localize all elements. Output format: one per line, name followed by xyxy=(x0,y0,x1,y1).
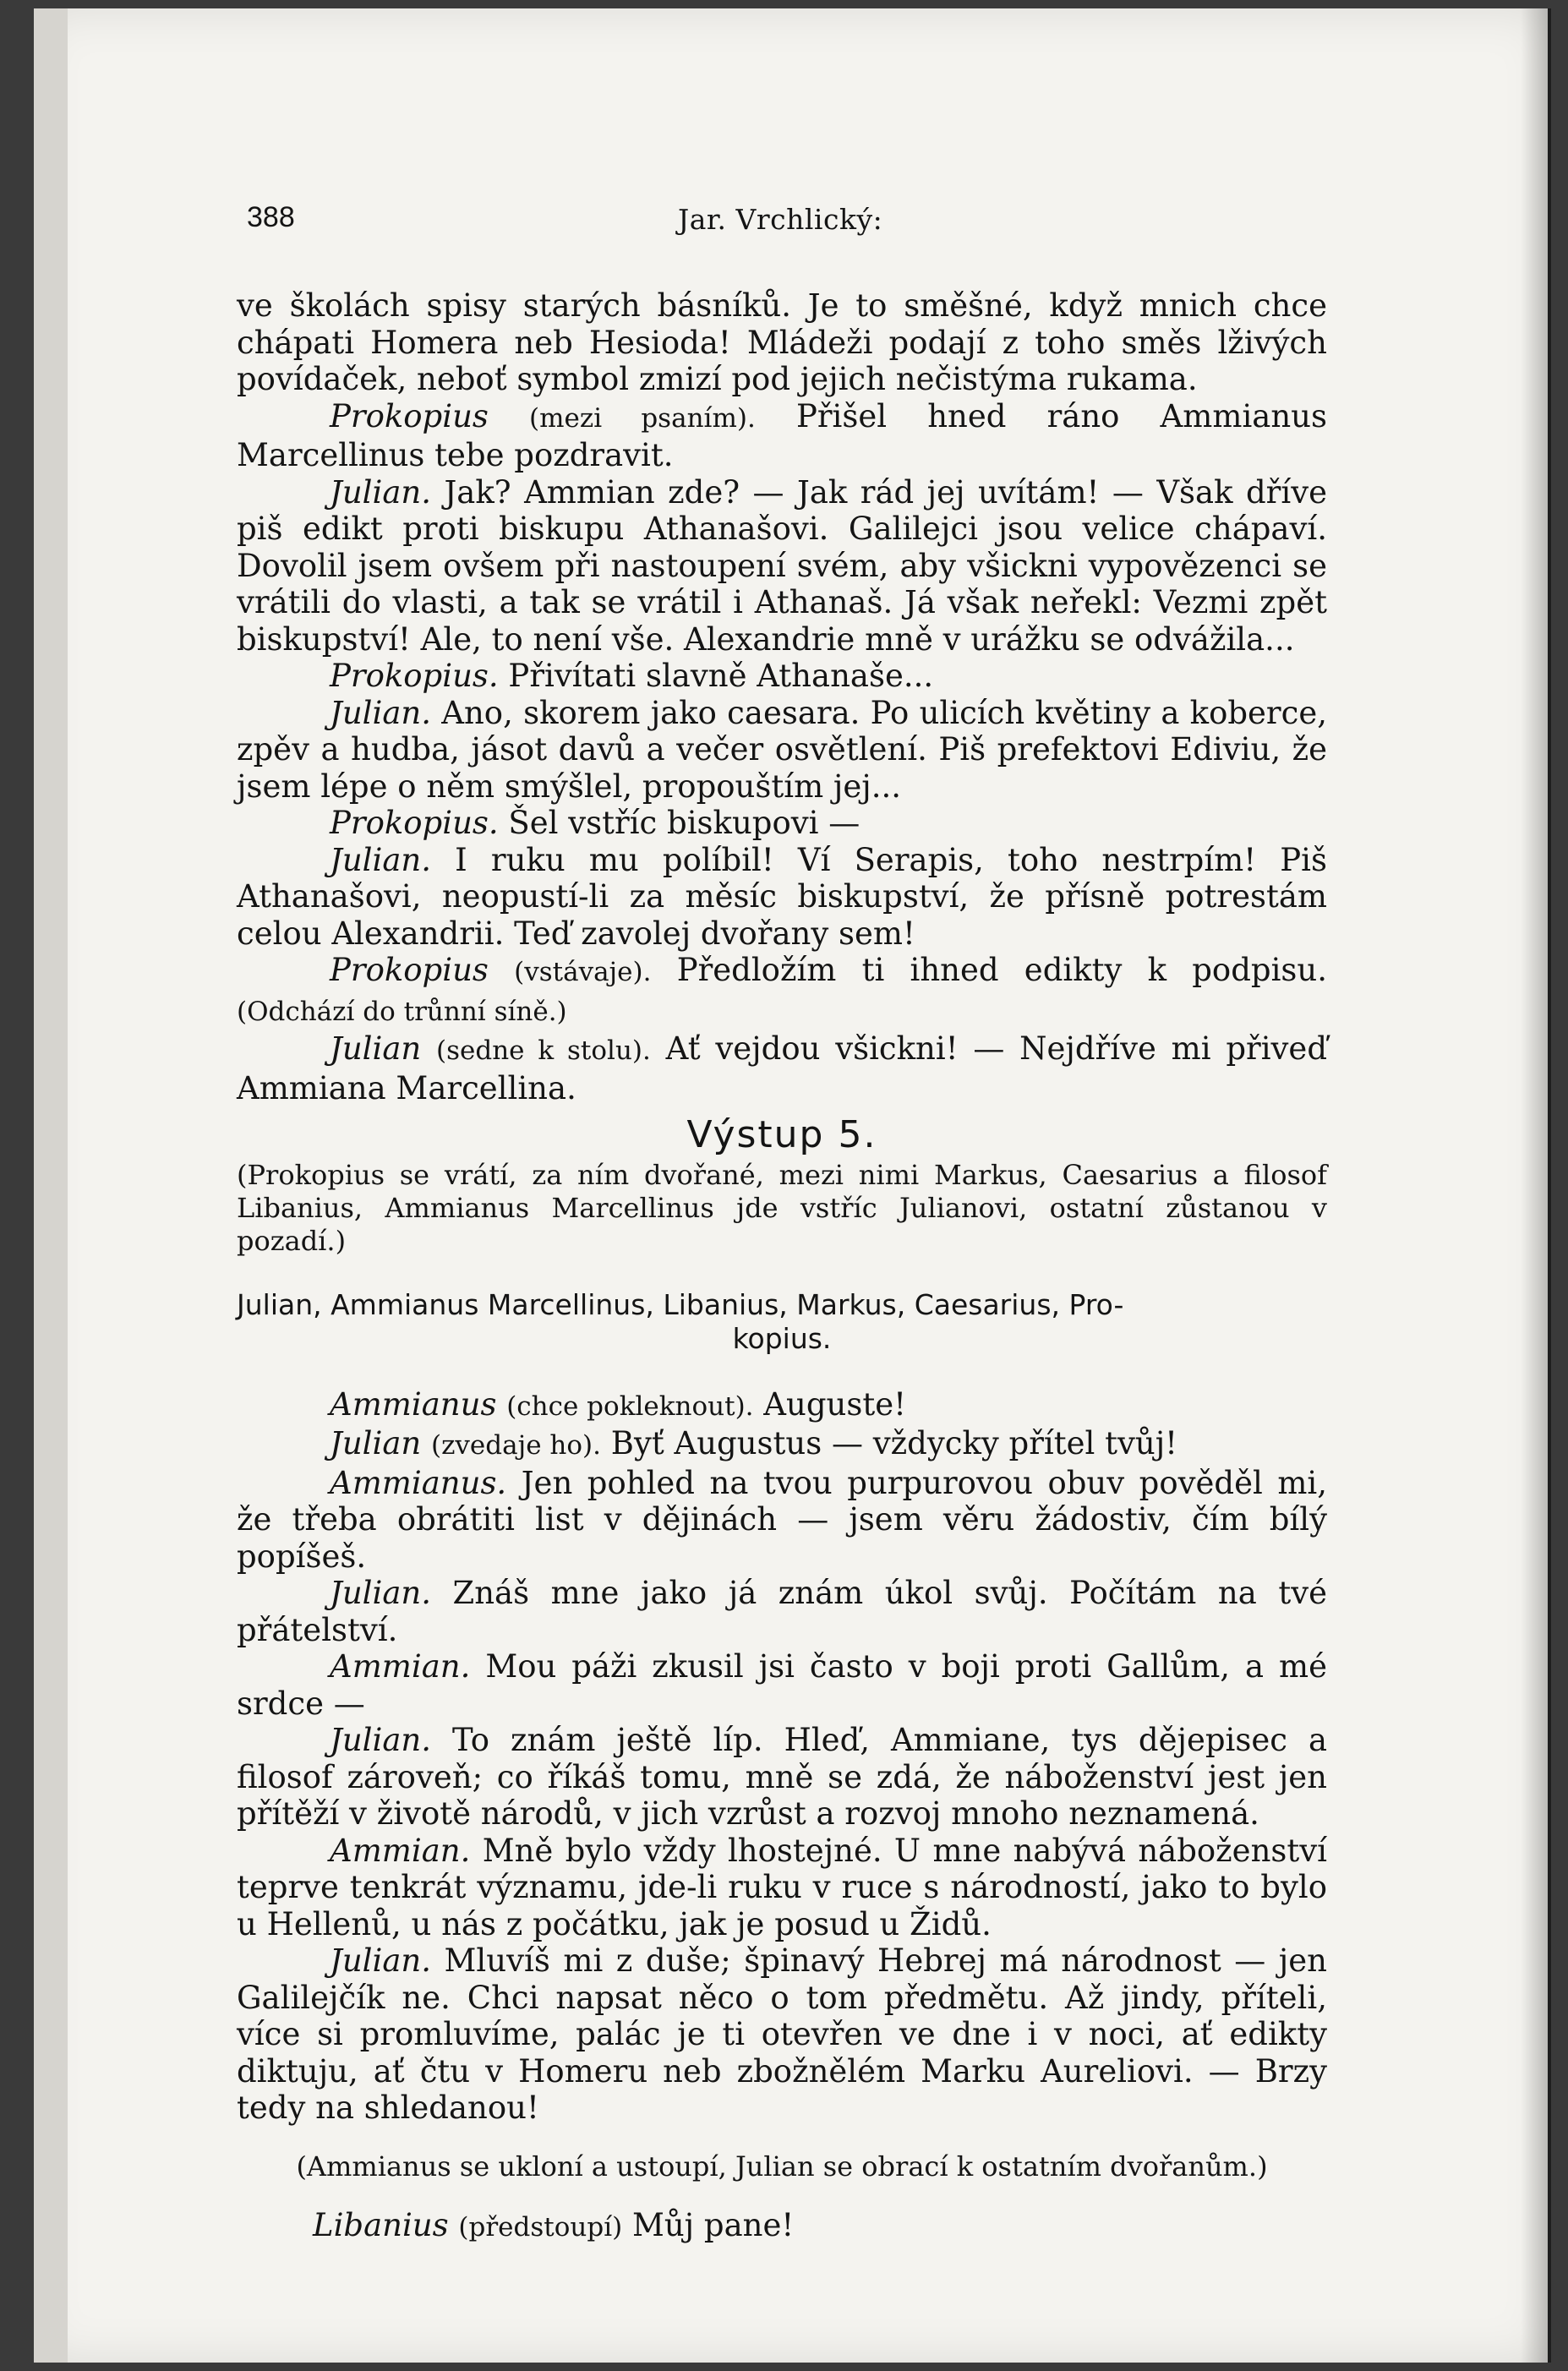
speaker-name: Libanius xyxy=(313,2207,449,2243)
dialogue-line xyxy=(237,398,1327,474)
speaker-name: Prokopius. xyxy=(330,805,499,841)
speaker-name: Julian. xyxy=(330,694,431,731)
speaker-name: Prokopius xyxy=(330,397,489,434)
dialogue-line xyxy=(237,2207,1327,2247)
speaker-name: Ammianus. xyxy=(330,1464,507,1501)
dialogue-text: Mou páži zkusil jsi často v boji proti Gallům, a mé srdce — xyxy=(237,1648,1327,1722)
dialogue-line xyxy=(237,695,1327,806)
speaker-name: Julian xyxy=(330,1425,422,1461)
dialogue-line xyxy=(237,1030,1327,1106)
stage-direction: (předstoupí) xyxy=(458,2212,623,2243)
cast-list-end: kopius. xyxy=(732,1321,832,1355)
dialogue-line xyxy=(237,1722,1327,1833)
dialogue-text: Můj pane! xyxy=(631,2207,795,2243)
dialogue-line xyxy=(237,1465,1327,1576)
page-edge-line xyxy=(1548,8,1551,2363)
scene-heading: Výstup 5. xyxy=(686,1113,877,1156)
cast-list xyxy=(237,1288,1327,1356)
dialogue-line xyxy=(237,658,1327,695)
running-head: Jar. Vrchlický: xyxy=(678,203,883,236)
dialogue-text: Přivítati slavně Athanaše... xyxy=(508,658,934,694)
stage-direction: (vstávaje). xyxy=(514,957,652,987)
dialogue-text: Jak? Ammian zde? — Jak rád jej uvítám! — Však dříve piš edikt proti biskupu Athanašovi. Galilejci jsou velice chápaví. Dovolil jsem ovšem při nastoupení svém, aby všickni vypovězenci se vrátili do vlasti, a tak se vrátil i Athanaš. Já však neřekl: Vezmi zpět biskupství! Ale, to není vše. Alexandrie mně v urážku se odvážila... xyxy=(237,473,1327,658)
dialogue-line xyxy=(237,1425,1327,1465)
dialogue-text: Šel vstříc biskupovi — xyxy=(508,805,860,841)
dialogue-text: Auguste! xyxy=(763,1385,906,1423)
speaker-name: Prokopius xyxy=(330,952,489,988)
scene-direction: (Prokopius se vrátí, za ním dvořané, mezi nimi Markus, Caesarius a filosof Libanius, Ammianus Marcellinus jde vstříc Julianovi, ostatní zůstanou v pozadí.) xyxy=(237,1158,1327,1257)
speaker-name: Julian. xyxy=(330,1575,431,1611)
stage-direction: (chce pokleknout). xyxy=(506,1390,754,1422)
speaker-name: Julian. xyxy=(330,841,431,878)
dialogue-line xyxy=(237,474,1327,658)
dialogue-text: I ruku mu políbil! Ví Serapis, toho nestrpím! Piš Athanašovi, neopustí-li za měsíc biskupství, že přísně potrestám celou Alexandrii. Teď zavolej dvořany sem! xyxy=(237,841,1327,952)
page-body xyxy=(237,287,1327,2247)
dialogue-line xyxy=(237,1575,1327,1648)
dialogue-line xyxy=(237,1648,1327,1722)
page-number: 388 xyxy=(247,201,295,233)
dialogue-line xyxy=(237,805,1327,842)
cast-list-line: Julian, Ammianus Marcellinus, Libanius, Markus, Caesarius, Pro- xyxy=(237,1287,1124,1321)
dialogue-line xyxy=(237,842,1327,953)
dialogue-text: To znám ještě líp. Hleď, Ammiane, tys dějepisec a filosof zároveň; co říkáš tomu, mně se zdá, že náboženství jest jen přítěží v životě národů, v jich vzrůst a rozvoj mnoho neznamená. xyxy=(237,1722,1328,1832)
speaker-name: Ammian. xyxy=(330,1832,471,1869)
speaker-name: Julian. xyxy=(330,473,431,511)
paragraph-continuation: ve školách spisy starých básníků. Je to směšné, když mnich chce chápati Homera neb Hesioda! Mládeži podají z toho směs lživých povídaček, neboť symbol zmizí pod jejich nečistýma rukama. xyxy=(237,287,1327,397)
dialogue-text: Mluvíš mi z duše; špinavý Hebrej má národnost — jen Galilejčík ne. Chci napsat něco o tom předmětu. Až jindy, příteli, více si promluvíme, palác je ti otevřen ve dne i v noci, ať edikty diktuju, ať čtu v Homeru neb zbožnělém Marku Aureliovi. — Brzy tedy na shledanou! xyxy=(237,1942,1327,2126)
dialogue-line xyxy=(237,952,1327,1030)
dialogue-text: Ať vejdou všickni! — Nejdříve mi přiveď Ammiana Marcellina. xyxy=(237,1030,1328,1106)
page-header xyxy=(247,201,1312,252)
speaker-name: Ammian. xyxy=(330,1648,471,1685)
page-left-margin xyxy=(34,8,68,2363)
dialogue-line xyxy=(237,1386,1327,1426)
dialogue-text: Ano, skorem jako caesara. Po ulicích květiny a koberce, zpěv a hudba, jásot davů a večer osvětlení. Piš prefektovi Ediviu, že jsem lépe o něm smýšlel, propouštím jej... xyxy=(237,694,1328,805)
speaker-name: Julian xyxy=(330,1030,422,1067)
dialogue-text: Jen pohled na tvou purpurovou obuv pověděl mi, že třeba obrátiti list v dějinách — jsem věru žádostiv, čím bílý popíšeš. xyxy=(237,1464,1327,1575)
dialogue-line xyxy=(237,1833,1327,1943)
dialogue-text: Předložím ti ihned edikty k podpisu. xyxy=(676,952,1327,988)
dialogue-text: Byť Augustus — vždycky přítel tvůj! xyxy=(610,1425,1178,1461)
dialogue-line xyxy=(237,1942,1327,2127)
stage-direction: (mezi psaním). xyxy=(529,402,756,434)
speaker-name: Prokopius. xyxy=(330,658,499,694)
stage-direction: (sedne k stolu). xyxy=(436,1035,651,1066)
page-edge-shadow xyxy=(1521,8,1551,2363)
stage-direction-centered: (Ammianus se ukloní a ustoupí, Julian se obrací k ostatním dvořanům.) xyxy=(296,2150,1268,2183)
speaker-name: Ammianus xyxy=(330,1385,497,1423)
speaker-name: Julian. xyxy=(330,1722,431,1758)
stage-direction: (Odchází do trůnní síně.) xyxy=(237,996,567,1027)
dialogue-text: Mně bylo vždy lhostejné. U mne nabývá náboženství teprve tenkrát významu, jde-li ruku v ruce s národností, jako to bylo u Hellenů, u nás z počátku, jak je posud u Židů. xyxy=(237,1832,1327,1942)
speaker-name: Julian. xyxy=(330,1942,431,1979)
stage-direction: (zvedaje ho). xyxy=(430,1430,601,1461)
dialogue-text: Přišel hned ráno Ammianus Marcellinus tebe pozdravit. xyxy=(237,397,1327,473)
dialogue-text: Znáš mne jako já znám úkol svůj. Počítám na tvé přátelství. xyxy=(237,1575,1327,1648)
